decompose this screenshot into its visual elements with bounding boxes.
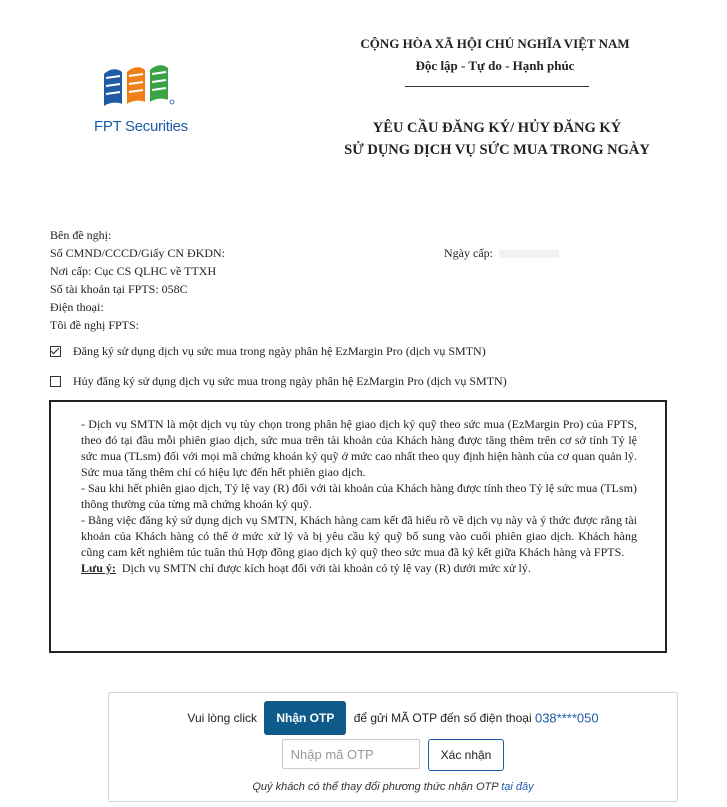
notice-note: [81, 560, 637, 576]
otp-suffix: để gửi MÃ OTP đến số điện thoại: [353, 711, 532, 725]
cancel-checkbox[interactable]: [50, 376, 61, 387]
logo-text: FPT Securities: [94, 118, 188, 135]
id-number-label: Số CMND/CCCD/Giấy CN ĐKDN:: [50, 246, 226, 260]
option-register-label: Đăng ký sử dụng dịch vụ sức mua trong ngày phân hệ EzMargin Pro (dịch vụ SMTN): [73, 344, 486, 358]
otp-change-method: [109, 781, 677, 793]
option-cancel-label: Hủy đăng ký sử dụng dịch vụ sức mua trong ngày phân hệ EzMargin Pro (dịch vụ SMTN): [73, 374, 507, 388]
otp-entry-row: [109, 739, 677, 771]
national-motto: Độc lập - Tự do - Hạnh phúc: [415, 58, 575, 73]
otp-panel: [108, 692, 678, 802]
issue-place: Nơi cấp: Cục CS QLHC về TTXH: [50, 264, 217, 278]
phone-label: Điện thoại:: [50, 300, 104, 314]
redacted-value: [499, 250, 559, 258]
header-divider: [405, 86, 589, 87]
otp-change-text: Quý khách có thể thay đổi phương thức nhận OTP: [252, 781, 499, 793]
masked-phone: 038****050: [534, 710, 599, 726]
otp-instruction: [109, 701, 677, 735]
issue-date-field: [444, 246, 559, 261]
form-title-line1: YÊU CẦU ĐĂNG KÝ/ HỦY ĐĂNG KÝ: [372, 120, 622, 136]
get-otp-button[interactable]: Nhận OTP: [264, 701, 346, 735]
confirm-button[interactable]: Xác nhận: [428, 739, 505, 771]
otp-input[interactable]: [282, 739, 420, 769]
notice-paragraph-2: - Sau khi hết phiên giao dịch, Tỷ lệ vay (R) đối với tài khoản của Khách hàng được tính theo Tỷ lệ sức mua (TLsm) thông thường của từng mã chứng khoán ký quỹ.: [81, 481, 637, 511]
note-text: Dịch vụ SMTN chỉ được kích hoạt đối với tài khoản có tỷ lệ vay (R) dưới mức xử lý.: [121, 561, 531, 575]
account-number: Số tài khoản tại FPTS: 058C: [50, 282, 188, 296]
requester-label: Bên đề nghị:: [50, 228, 112, 242]
notice-paragraph-1: - Dịch vụ SMTN là một dịch vụ tùy chọn trong phân hệ giao dịch ký quỹ theo sức mua (EzMargin Pro) của FPTS, theo đó tại đầu mỗi phiên giao dịch, sức mua trên tài khoản của Khách hàng được tăng thêm trên cơ sở tính Tỷ lệ sức mua (TLsm) đối với mọi mã chứng khoán ký quỹ ở mức cao nhất theo quy định hiện hành của cơ quan quản lý. Sức mua tăng thêm chỉ có hiệu lực đến hết phiên giao dịch.: [81, 417, 637, 479]
note-label: Lưu ý:: [81, 561, 116, 575]
national-title: CỘNG HÒA XÃ HỘI CHỦ NGHĨA VIỆT NAM: [360, 36, 630, 51]
terms-notice-box: [49, 400, 667, 653]
option-register[interactable]: [50, 344, 486, 359]
request-label: Tôi đề nghị FPTS:: [50, 318, 140, 332]
issue-date-label: Ngày cấp:: [444, 246, 493, 260]
register-checkbox[interactable]: [50, 346, 61, 357]
change-method-link[interactable]: tại đây: [501, 781, 534, 793]
form-title-line2: SỬ DỤNG DỊCH VỤ SỨC MUA TRONG NGÀY: [344, 142, 650, 158]
notice-paragraph-3: - Bằng việc đăng ký sử dụng dịch vụ SMTN, Khách hàng cam kết đã hiểu rõ về dịch vụ này và ý thức được rằng tài khoản của Khách hàng có thể ở mức xử lý và bị yêu cầu ký quỹ bổ sung vào cuối phiên giao dịch. Khách hàng cũng cam kết nghiêm túc tuân thủ Hợp đồng giao dịch ký quỹ theo sức mua đã ký kết giữa Khách hàng và FPTS.: [81, 513, 637, 559]
otp-prefix: Vui lòng click: [187, 711, 257, 725]
option-cancel[interactable]: [50, 374, 507, 389]
